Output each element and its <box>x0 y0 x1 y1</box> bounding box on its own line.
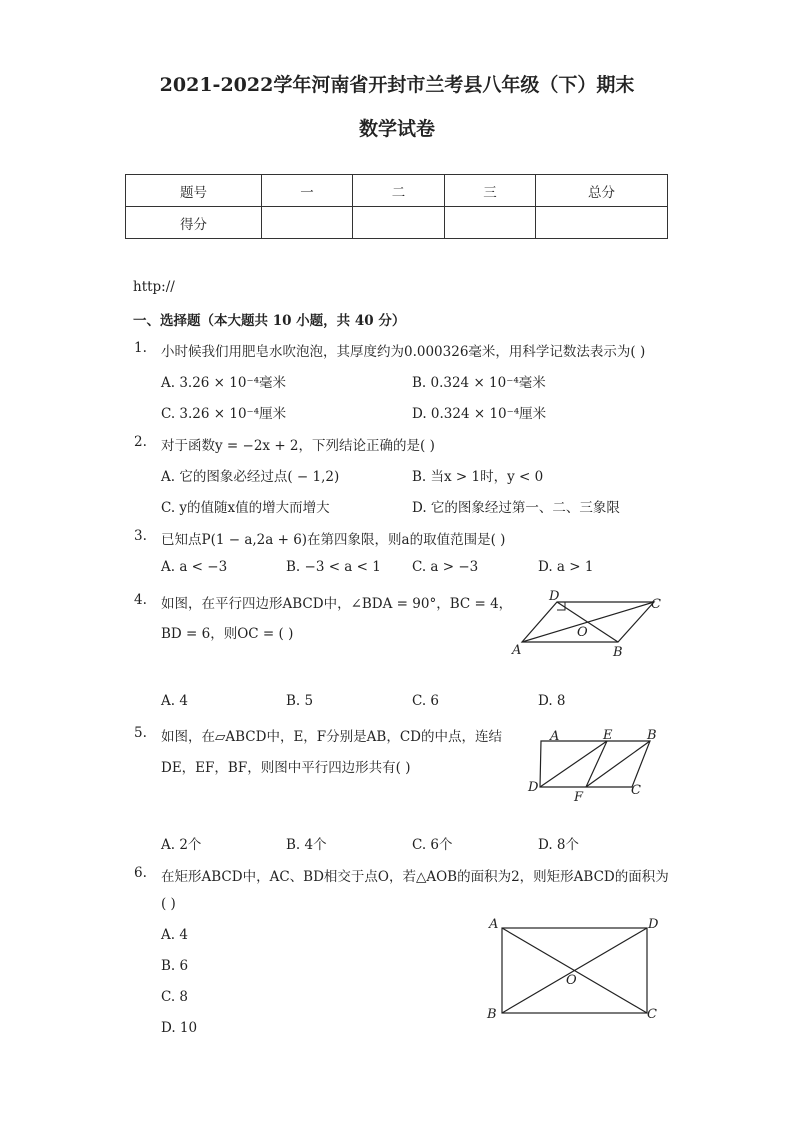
figure-label: D <box>549 589 560 604</box>
question-text: 在矩形ABCD中，AC、BD相交于点O，若△AOB的面积为2，则矩形ABCD的面积为 <box>161 869 669 885</box>
table-cell <box>445 207 536 239</box>
option-b: B. 4个 <box>286 837 327 853</box>
table-row <box>126 207 668 239</box>
option-c: C. 3.26 × 10⁻⁴厘米 <box>161 406 287 422</box>
option-b: B. 6 <box>161 958 189 974</box>
table-cell <box>536 207 668 239</box>
question-text: 如图，在平行四边形ABCD中，∠BDA = 90°，BC = 4， <box>161 596 513 612</box>
table-cell: 得分 <box>126 207 262 239</box>
question-text-cont: BD = 6，则OC = ( ) <box>161 626 294 642</box>
score-table <box>125 174 668 239</box>
option-c: C. a > −3 <box>412 559 479 575</box>
table-cell: 总分 <box>536 175 668 207</box>
figure-label: O <box>566 973 577 988</box>
section-heading: 一、选择题（本大题共 10 小题，共 40 分） <box>133 313 406 329</box>
figure-label: A <box>512 643 522 658</box>
question-text-cont: ( ) <box>161 896 176 912</box>
figure-label: C <box>631 783 641 798</box>
option-d: D. 10 <box>161 1020 198 1036</box>
option-b: B. 5 <box>286 693 314 709</box>
table-row <box>126 175 668 207</box>
table-cell <box>262 207 353 239</box>
option-c: C. 6个 <box>412 837 453 853</box>
url-text: http:// <box>133 279 175 295</box>
figure-label: F <box>574 790 584 805</box>
table-cell: 一 <box>262 175 353 207</box>
option-b: B. 当x > 1时，y < 0 <box>412 469 544 485</box>
option-a: A. 它的图象必经过点( − 1,2) <box>161 469 340 485</box>
figure-label: E <box>603 728 613 743</box>
option-d: D. a > 1 <box>538 559 594 575</box>
option-b: B. −3 < a < 1 <box>286 559 381 575</box>
option-c: C. 8 <box>161 989 189 1005</box>
figure-label: C <box>651 597 661 612</box>
figure-label: B <box>487 1007 497 1022</box>
option-a: A. 4 <box>161 927 188 943</box>
question-text: 对于函数y = −2x + 2，下列结论正确的是( ) <box>161 438 435 454</box>
option-a: A. 2个 <box>161 837 202 853</box>
option-a: A. 3.26 × 10⁻⁴毫米 <box>161 375 287 391</box>
question-number: 5. <box>134 725 147 741</box>
option-a: A. a < −3 <box>161 559 228 575</box>
figure-label: C <box>647 1007 657 1022</box>
table-cell: 三 <box>445 175 536 207</box>
question-number: 4. <box>134 592 147 608</box>
option-d: D. 8个 <box>538 837 580 853</box>
table-cell: 题号 <box>126 175 262 207</box>
table-cell <box>353 207 445 239</box>
parallelogram-figure-q5 <box>520 726 670 808</box>
figure-label: A <box>489 917 499 932</box>
table-cell: 二 <box>353 175 445 207</box>
doc-title-line1: 2021-2022学年河南省开封市兰考县八年级（下）期末 <box>159 74 635 96</box>
option-a: A. 4 <box>161 693 188 709</box>
option-d: D. 它的图象经过第一、二、三象限 <box>412 500 620 516</box>
parallelogram-figure-q4 <box>505 586 665 662</box>
question-number: 2. <box>134 434 147 450</box>
question-text: 已知点P(1 − a,2a + 6)在第四象限，则a的取值范围是( ) <box>161 532 506 548</box>
option-b: B. 0.324 × 10⁻⁴毫米 <box>412 375 546 391</box>
figure-label: A <box>550 729 560 744</box>
option-c: C. y的值随x值的增大而增大 <box>161 500 330 516</box>
option-d: D. 0.324 × 10⁻⁴厘米 <box>412 406 547 422</box>
figure-label: D <box>528 780 539 795</box>
figure-label: B <box>613 645 623 660</box>
question-text: 如图，在▱ABCD中，E，F分别是AB，CD的中点，连结 <box>161 729 502 745</box>
question-number: 3. <box>134 528 147 544</box>
question-text-cont: DE，EF，BF，则图中平行四边形共有( ) <box>161 760 411 776</box>
option-c: C. 6 <box>412 693 440 709</box>
option-d: D. 8 <box>538 693 566 709</box>
doc-title-line2: 数学试卷 <box>358 118 435 140</box>
figure-label: B <box>647 728 657 743</box>
question-text: 小时候我们用肥皂水吹泡泡，其厚度约为0.000326毫米，用科学记数法表示为( ) <box>161 344 646 360</box>
rectangle-figure-q6 <box>482 910 664 1022</box>
question-number: 6. <box>134 865 147 881</box>
question-number: 1. <box>134 340 147 356</box>
figure-label: D <box>648 917 659 932</box>
figure-label: O <box>577 625 588 640</box>
